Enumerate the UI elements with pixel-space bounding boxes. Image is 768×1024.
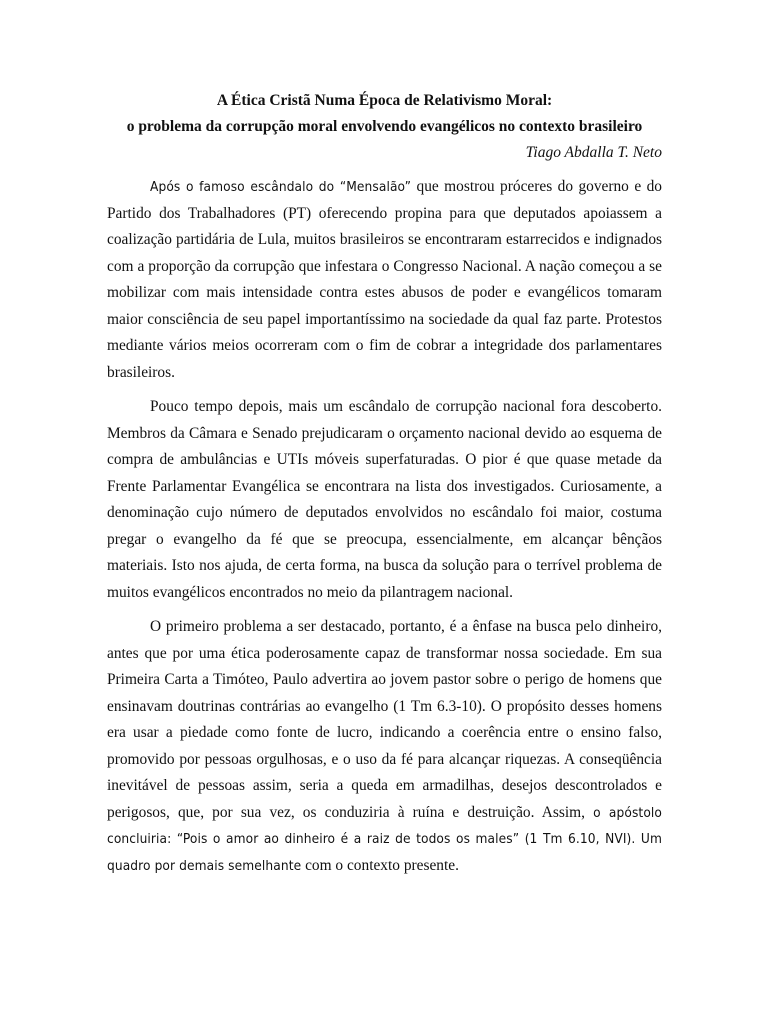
paragraph-1-rest: que mostrou próceres do governo e do Partido dos Trabalhadores (PT) oferecendo propina para que deputados apoiassem a coalização partidária de Lula, muitos brasileiros se encontraram estarrecidos e indignados com a proporção da corrupção que infestara o Congresso Nacional. A nação começou a se mobilizar com mais intensidade contra estes abusos de poder e evangélicos tomaram maior consciência de seu papel importantíssimo na sociedade da qual faz parte. Protestos mediante vários meios ocorreram com o fim de cobrar a integridade dos parlamentares brasileiros. [107,178,662,381]
paragraph-3 [107,614,662,879]
paragraph-1-lead: Após o famoso escândalo do “Mensalão” [150,179,412,195]
author-name: Tiago Abdalla T. Neto [525,144,662,161]
document-page [107,88,662,887]
title-line-2: o problema da corrupção moral envolvendo evangélicos no contexto brasileiro [126,118,643,135]
paragraph-1 [107,174,662,386]
paragraph-3-quote: o apóstolo concluiria: “Pois o amor ao dinheiro é a raiz de todos os males” (1 Tm 6.10, NVI). Um quadro por demais semelhante [107,804,662,874]
paragraph-2: Pouco tempo depois, mais um escândalo de corrupção nacional fora descoberto. Membros da Câmara e Senado prejudicaram o orçamento nacional devido ao esquema de compra de ambulâncias e UTIs móveis superfaturadas. O pior é que quase metade da Frente Parlamentar Evangélica se encontrara na lista dos investigados. Curiosamente, a denominação cujo número de deputados envolvidos no escândalo foi maior, costuma pregar o evangelho da fé que se preocupa, essencialmente, em alcançar bênçãos materiais. Isto nos ajuda, de certa forma, na busca da solução para o terrível problema de muitos evangélicos encontrados no meio da pilantragem nacional. [107,398,662,601]
paragraph-3-text: O primeiro problema a ser destacado, portanto, é a ênfase na busca pelo dinheiro, antes que por uma ética poderosamente capaz de transformar nossa sociedade. Em sua Primeira Carta a Timóteo, Paulo advertira ao jovem pastor sobre o perigo de homens que ensinavam doutrinas contrárias ao evangelho (1 Tm 6.3-10). O propósito desses homens era usar a piedade como fonte de lucro, indicando a coerência entre o ensino falso, promovido por pessoas orgulhosas, e o uso da fé para alcançar riquezas. A conseqüência inevitável de pessoas assim, seria a queda em armadilhas, desejos descontrolados e perigosos, que, por sua vez, os conduziria à ruína e destruição. Assim, [107,618,662,821]
title-line-1: A Ética Cristã Numa Época de Relativismo Moral: [216,92,553,109]
paragraph-3-tail: com o contexto presente. [301,856,459,874]
